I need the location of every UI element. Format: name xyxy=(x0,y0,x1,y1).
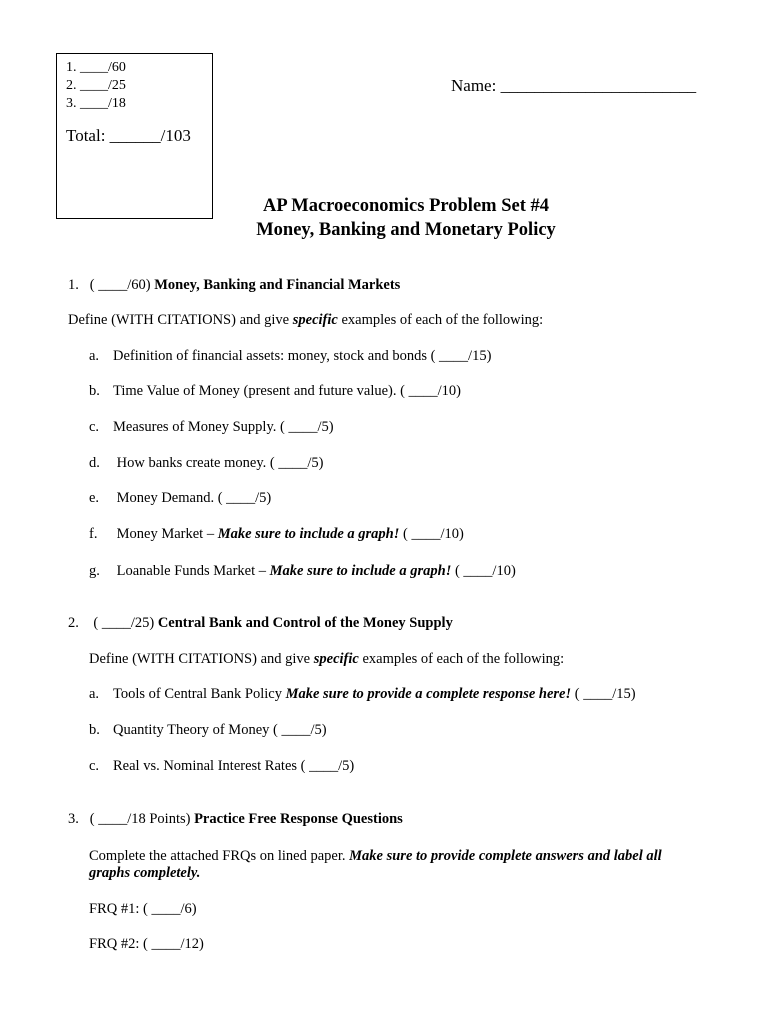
section-title: Money, Banking and Financial Markets xyxy=(154,277,401,293)
section-3-intro xyxy=(89,847,662,865)
name-field-label: Name: _______________________ xyxy=(451,76,697,95)
section-title: Central Bank and Control of the Money Supply xyxy=(157,615,453,631)
section-title: Practice Free Response Questions xyxy=(194,811,403,827)
section-number: 2. xyxy=(68,615,79,631)
intro-text: examples of each of the following: xyxy=(337,312,544,328)
item-letter: b. xyxy=(89,383,100,399)
item-text: Real vs. Nominal Interest Rates ( ____/5) xyxy=(113,758,355,774)
section-number: 1. xyxy=(68,277,79,293)
item-letter: a. xyxy=(89,348,100,364)
item-text: Money Market – xyxy=(113,526,218,542)
item-letter: g. xyxy=(89,563,100,579)
section-3-intro-continued xyxy=(89,864,200,882)
score-line-2: 2. ____/25 xyxy=(66,78,126,93)
item-text: ( ____/10) xyxy=(451,563,516,579)
intro-text: Define (WITH CITATIONS) and give xyxy=(89,651,314,667)
score-total: Total: ______/103 xyxy=(66,126,191,145)
item-text: Money Demand. ( ____/5) xyxy=(113,490,272,506)
item-letter: c. xyxy=(89,419,100,435)
section-1-intro xyxy=(68,311,543,329)
item-text: Tools of Central Bank Policy xyxy=(113,686,286,702)
item-letter: f. xyxy=(89,526,98,542)
list-item xyxy=(89,525,464,543)
item-text: Definition of financial assets: money, stock and bonds ( ____/15) xyxy=(113,348,492,364)
item-text: ( ____/15) xyxy=(571,686,636,702)
frq-2-score: FRQ #2: ( ____/12) xyxy=(89,936,204,952)
item-emphasis: Make sure to provide a complete response here! xyxy=(285,686,572,702)
item-letter: c. xyxy=(89,758,100,774)
section-score: ( ____/18 Points) xyxy=(89,811,191,827)
list-item xyxy=(89,685,636,703)
list-item xyxy=(89,721,327,739)
section-score: ( ____/60) xyxy=(89,277,151,293)
score-line-3: 3. ____/18 xyxy=(66,96,126,111)
list-item xyxy=(89,757,354,775)
item-text: How banks create money. ( ____/5) xyxy=(113,455,324,471)
score-line-1: 1. ____/60 xyxy=(66,60,126,75)
intro-text: Define (WITH CITATIONS) and give xyxy=(68,312,293,328)
intro-text: Complete the attached FRQs on lined paper. xyxy=(89,848,350,864)
list-item xyxy=(89,418,334,436)
list-item xyxy=(89,454,323,472)
list-item xyxy=(89,347,491,365)
section-1-heading xyxy=(68,276,400,294)
frq-1-score: FRQ #1: ( ____/6) xyxy=(89,901,197,917)
section-2-heading xyxy=(68,614,453,632)
intro-emphasis: specific xyxy=(292,312,338,328)
document-title: AP Macroeconomics Problem Set #4 xyxy=(262,196,549,216)
item-letter: d. xyxy=(89,455,100,471)
item-text: Loanable Funds Market – xyxy=(113,563,270,579)
item-text: ( ____/10) xyxy=(399,526,464,542)
intro-emphasis: graphs completely. xyxy=(89,865,201,881)
section-2-intro xyxy=(89,650,564,668)
item-emphasis: Make sure to include a graph! xyxy=(269,563,452,579)
item-letter: b. xyxy=(89,722,100,738)
item-letter: e. xyxy=(89,490,100,506)
document-subtitle: Money, Banking and Monetary Policy xyxy=(256,220,556,240)
list-item xyxy=(89,489,271,507)
item-letter: a. xyxy=(89,686,100,702)
item-emphasis: Make sure to include a graph! xyxy=(217,526,400,542)
list-item xyxy=(89,562,516,580)
intro-text: examples of each of the following: xyxy=(358,651,565,667)
item-text: Time Value of Money (present and future value). ( ____/10) xyxy=(113,383,461,399)
item-text: Measures of Money Supply. ( ____/5) xyxy=(113,419,334,435)
section-3-heading xyxy=(68,810,403,828)
intro-emphasis: Make sure to provide complete answers and label all xyxy=(349,848,662,864)
intro-emphasis: specific xyxy=(313,651,359,667)
section-score: ( ____/25) xyxy=(93,615,155,631)
list-item xyxy=(89,382,461,400)
section-number: 3. xyxy=(68,811,79,827)
item-text: Quantity Theory of Money ( ____/5) xyxy=(113,722,327,738)
